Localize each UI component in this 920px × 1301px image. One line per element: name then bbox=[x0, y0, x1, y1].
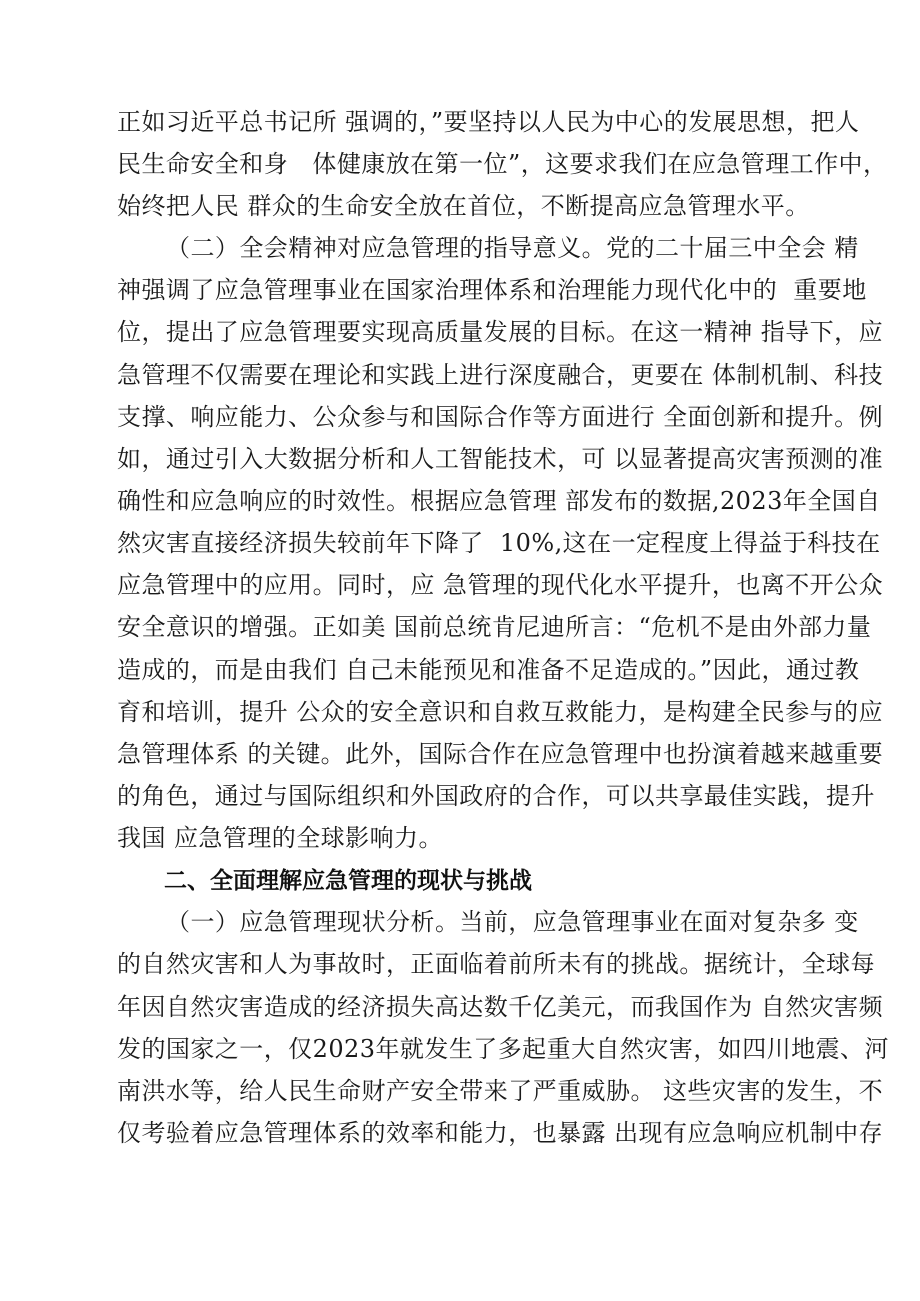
text-line: 安全意识的增强。正如美 国前总统肯尼迪所言：“危机不是由外部力量 bbox=[117, 613, 872, 641]
text-line: 如，通过引入大数据分析和人工智能技术，可 以显著提高灾害预测的准 bbox=[117, 445, 884, 473]
text-line: （二）全会精神对应急管理的指导意义。党的二十届三中全会 精 bbox=[166, 234, 859, 262]
text-line: 正如习近平总书记所 强调的，”要坚持以人民为中心的发展思想，把人 bbox=[117, 108, 860, 136]
text-line: 支撑、响应能力、公众参与和国际合作等方面进行 全面创新和提升。例 bbox=[117, 403, 884, 431]
text-line: 始终把人民 群众的生命安全放在首位，不断提高应急管理水平。 bbox=[117, 192, 810, 220]
text-line: 的自然灾害和人为事故时，正面临着前所未有的挑战。据统计，全球每 bbox=[117, 950, 875, 978]
text-line: 位，提出了应急管理要实现高质量发展的目标。在这一精神 指导下，应 bbox=[117, 318, 884, 346]
text-line: 民生命安全和身 体健康放在第一位”，这要求我们在应急管理工作中， bbox=[117, 150, 888, 178]
text-line: 年因自然灾害造成的经济损失高达数千亿美元，而我国作为 自然灾害频 bbox=[117, 993, 884, 1021]
text-line: 育和培训，提升 公众的安全意识和自救互救能力，是构建全民参与的应 bbox=[117, 698, 884, 726]
section-heading: 二、全面理解应急管理的现状与挑战 bbox=[164, 868, 532, 894]
text-line: 我国 应急管理的全球影响力。 bbox=[117, 824, 443, 852]
text-line: 急管理体系 的关键。此外，国际合作在应急管理中也扮演着越来越重要 bbox=[117, 740, 884, 768]
text-line: 南洪水等，给人民生命财产安全带来了严重威胁。 这些灾害的发生，不 bbox=[117, 1077, 884, 1105]
text-line: 确性和应急响应的时效性。根据应急管理 部发布的数据,2023年全国自 bbox=[117, 487, 881, 515]
text-line: 发的国家之一，仅2023年就发生了多起重大自然灾害，如四川地震、河 bbox=[117, 1035, 889, 1063]
text-line: 神强调了应急管理事业在国家治理体系和治理能力现代化中的 重要地 bbox=[117, 276, 867, 304]
text-line: 急管理不仅需要在理论和实践上进行深度融合，更要在 体制机制、科技 bbox=[117, 361, 884, 389]
text-line: （一）应急管理现状分析。当前，应急管理事业在面对复杂多 变 bbox=[166, 908, 859, 936]
text-line: 应急管理中的应用。同时，应 急管理的现代化水平提升，也离不开公众 bbox=[117, 571, 884, 599]
text-line: 然灾害直接经济损失较前年下降了 10%,这在一定程度上得益于科技在 bbox=[117, 529, 881, 557]
text-line: 的角色，通过与国际组织和外国政府的合作，可以共享最佳实践，提升 bbox=[117, 782, 875, 810]
text-line: 仅考验着应急管理体系的效率和能力，也暴露 出现有应急响应机制中存 bbox=[117, 1119, 884, 1147]
text-line: 造成的，而是由我们 自己未能预见和准备不足造成的。”因此，通过教 bbox=[117, 656, 860, 684]
